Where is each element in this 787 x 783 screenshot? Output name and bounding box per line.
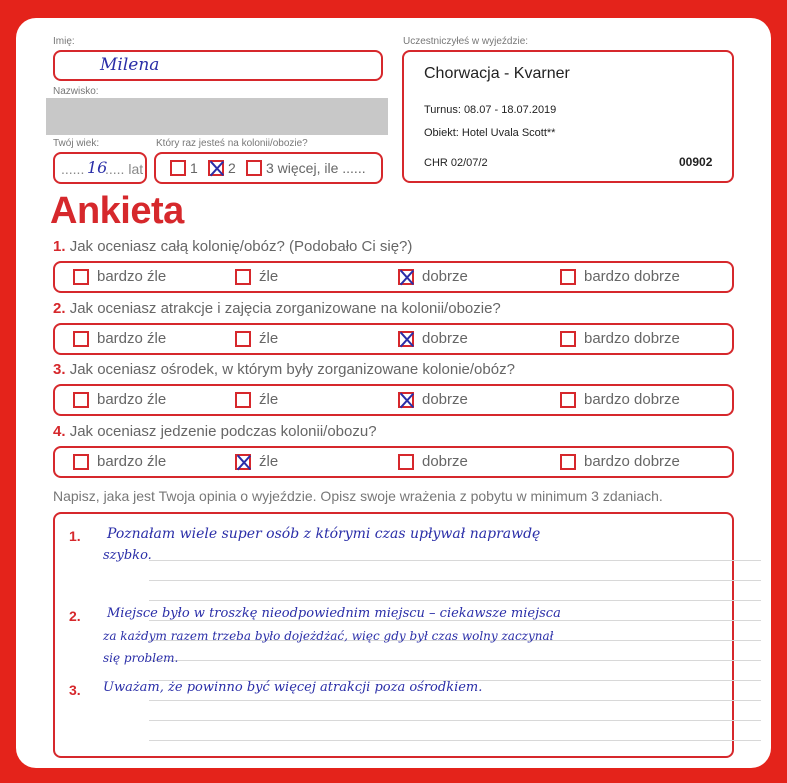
question-3-text: [53, 361, 515, 378]
age-value: 16: [87, 158, 108, 177]
ruled-line: [149, 720, 761, 721]
q1-option-label: dobrze: [422, 268, 468, 285]
name-field[interactable]: [53, 50, 383, 81]
question-4-text: [53, 423, 377, 440]
answer-2-line-1: Miejsce było w troszkę nieodpowiednim miejscu – ciekawsze miejsca: [107, 606, 561, 621]
q3-option-label: źle: [259, 391, 279, 408]
q1-checkbox-bardzo-dobrze[interactable]: [560, 269, 576, 285]
question-1-options: [53, 261, 734, 293]
q2-checkbox-bardzo-dobrze[interactable]: [560, 331, 576, 347]
survey-sheet: [16, 18, 771, 768]
trip-label: Uczestniczyłeś w wyjeździe:: [403, 36, 529, 47]
q2-checkbox-dobrze[interactable]: [398, 331, 414, 347]
question-1-label: Jak oceniasz całą kolonię/obóz? (Podobało Ci się?): [69, 238, 413, 255]
visit-option-1: 1: [190, 160, 198, 176]
q1-checkbox-dobrze[interactable]: [398, 269, 414, 285]
surname-redaction: [46, 98, 388, 135]
question-2-options: [53, 323, 734, 355]
q2-option-label: dobrze: [422, 330, 468, 347]
q2-option-label: bardzo źle: [97, 330, 167, 347]
age-prefix-dots: ......: [61, 161, 85, 177]
visit-count-field: [154, 152, 383, 184]
form-title: Ankieta: [50, 190, 184, 232]
question-2-number: 2.: [53, 300, 66, 317]
q3-option-label: bardzo dobrze: [584, 391, 680, 408]
q3-checkbox-zle[interactable]: [235, 392, 251, 408]
visit-label: Który raz jesteś na kolonii/obozie?: [156, 138, 308, 149]
q3-checkbox-bardzo-dobrze[interactable]: [560, 392, 576, 408]
answer-1-line-2: szybko.: [103, 548, 152, 563]
ruled-line: [149, 700, 761, 701]
q3-option-label: bardzo źle: [97, 391, 167, 408]
q4-option-label: dobrze: [422, 453, 468, 470]
age-suffix: ..... lat: [105, 161, 144, 177]
ruled-line: [149, 660, 761, 661]
q1-checkbox-zle[interactable]: [235, 269, 251, 285]
q1-option-label: bardzo źle: [97, 268, 167, 285]
question-3-options: [53, 384, 734, 416]
trip-code: CHR 02/07/2: [424, 157, 488, 169]
question-4-number: 4.: [53, 423, 66, 440]
trip-object: Obiekt: Hotel Uvala Scott**: [424, 127, 556, 139]
age-label: Twój wiek:: [53, 138, 100, 149]
visit-checkbox-1[interactable]: [170, 160, 186, 176]
question-2-label: Jak oceniasz atrakcje i zajęcia zorganizowane na kolonii/obozie?: [69, 300, 501, 317]
q4-option-label: bardzo dobrze: [584, 453, 680, 470]
q4-checkbox-zle[interactable]: [235, 454, 251, 470]
age-field[interactable]: [53, 152, 147, 184]
question-3-number: 3.: [53, 361, 66, 378]
question-4-label: Jak oceniasz jedzenie podczas kolonii/obozu?: [69, 423, 377, 440]
answer-2-line-3: się problem.: [103, 651, 179, 665]
q4-checkbox-bardzo-zle[interactable]: [73, 454, 89, 470]
q2-option-label: źle: [259, 330, 279, 347]
q4-checkbox-dobrze[interactable]: [398, 454, 414, 470]
answer-1-line-1: Poznałam wiele super osób z którymi czas upływał naprawdę: [107, 526, 541, 542]
question-1-text: [53, 238, 412, 255]
ruled-line: [149, 600, 761, 601]
visit-option-2: 2: [228, 160, 236, 176]
q3-checkbox-bardzo-zle[interactable]: [73, 392, 89, 408]
trip-number: 00902: [679, 155, 713, 169]
q4-option-label: bardzo źle: [97, 453, 167, 470]
q4-checkbox-bardzo-dobrze[interactable]: [560, 454, 576, 470]
visit-checkbox-3[interactable]: [246, 160, 262, 176]
question-1-number: 1.: [53, 238, 66, 255]
q2-checkbox-bardzo-zle[interactable]: [73, 331, 89, 347]
answer-3-number: 3.: [69, 682, 81, 698]
ruled-line: [149, 560, 761, 561]
q1-option-label: źle: [259, 268, 279, 285]
answer-3-line-1: Uważam, że powinno być więcej atrakcji poza ośrodkiem.: [103, 680, 483, 695]
q2-checkbox-zle[interactable]: [235, 331, 251, 347]
trip-info-box: [402, 50, 734, 183]
opinion-box[interactable]: [53, 512, 734, 758]
opinion-prompt: Napisz, jaka jest Twoja opinia o wyjeździe. Opisz swoje wrażenia z pobytu w minimum 3 zdaniach.: [53, 488, 663, 504]
answer-1-number: 1.: [69, 528, 81, 544]
trip-title: Chorwacja - Kvarner: [424, 65, 570, 82]
q3-option-label: dobrze: [422, 391, 468, 408]
question-3-label: Jak oceniasz ośrodek, w którym były zorganizowane kolonie/obóz?: [69, 361, 515, 378]
q1-option-label: bardzo dobrze: [584, 268, 680, 285]
question-2-text: [53, 300, 501, 317]
visit-checkbox-2[interactable]: [208, 160, 224, 176]
answer-2-line-2: za każdym razem trzeba było dojeżdżać, więc gdy był czas wolny zaczynał: [103, 629, 554, 643]
q4-option-label: źle: [259, 453, 279, 470]
question-4-options: [53, 446, 734, 478]
visit-option-3: 3 więcej, ile ......: [266, 160, 366, 176]
q2-option-label: bardzo dobrze: [584, 330, 680, 347]
q3-checkbox-dobrze[interactable]: [398, 392, 414, 408]
ruled-line: [149, 580, 761, 581]
ruled-line: [149, 740, 761, 741]
name-label: Imię:: [53, 36, 75, 47]
q1-checkbox-bardzo-zle[interactable]: [73, 269, 89, 285]
answer-2-number: 2.: [69, 608, 81, 624]
trip-turnus: Turnus: 08.07 - 18.07.2019: [424, 104, 557, 116]
surname-label: Nazwisko:: [53, 86, 99, 97]
name-value: Milena: [100, 55, 160, 75]
